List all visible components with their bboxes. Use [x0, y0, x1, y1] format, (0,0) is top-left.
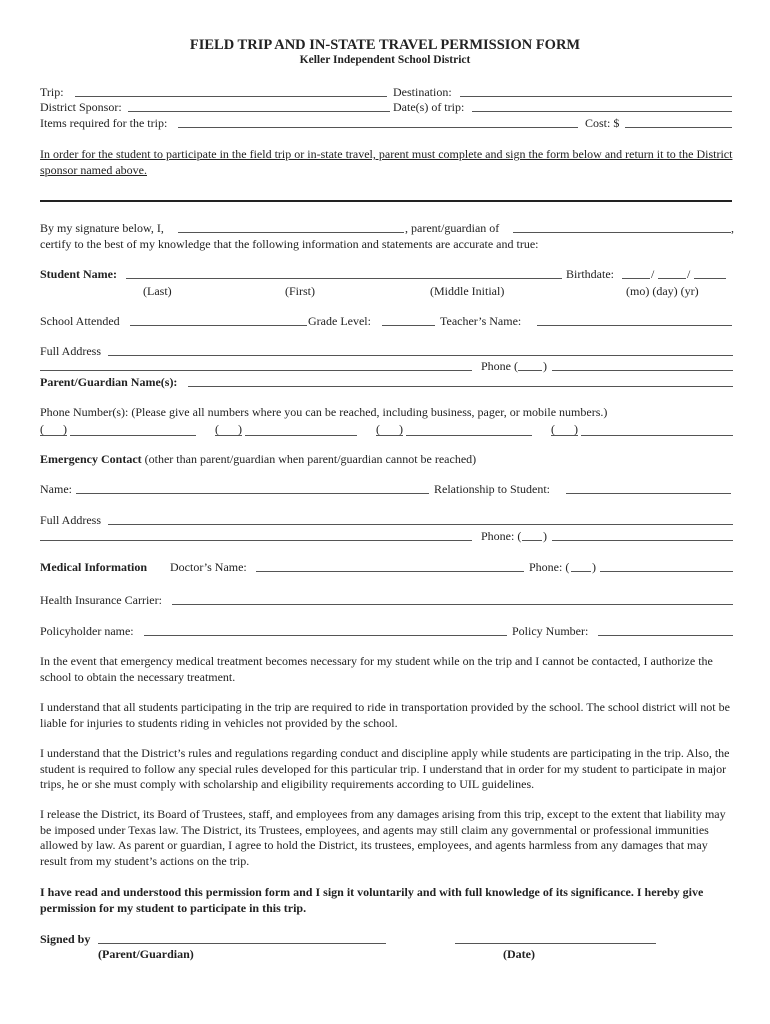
emergency-phone-area-input[interactable]	[522, 540, 542, 541]
items-required-input[interactable]	[178, 127, 578, 128]
insurance-carrier-input[interactable]	[172, 604, 733, 605]
doctor-phone-close: )	[592, 560, 596, 574]
acknowledgement-text: I have read and understood this permission form and I sign it voluntarily and with full knowledge of its significance. I hereby give permission for my student to participate in this trip.	[40, 885, 704, 915]
grade-level-label: Grade Level:	[308, 314, 371, 328]
policyholder-name-input[interactable]	[144, 635, 507, 636]
student-address-line2-input[interactable]	[40, 370, 472, 371]
doctor-phone-input[interactable]	[600, 571, 733, 572]
emergency-phone-close: )	[543, 529, 547, 543]
emergency-heading-note: (other than parent/guardian when parent/guardian cannot be reached)	[144, 452, 477, 466]
policy-number-input[interactable]	[598, 635, 733, 636]
phone3-input[interactable]	[406, 435, 532, 436]
emergency-phone-input[interactable]	[552, 540, 733, 541]
date-parts-caption: (mo) (day) (yr)	[626, 284, 699, 298]
phone1-input[interactable]	[70, 435, 196, 436]
medical-authorization-text: In the event that emergency medical treatment becomes necessary for my student while on the trip and I cannot be contacted, I authorize the school to obtain the necessary treatment.	[40, 654, 713, 684]
doctor-name-input[interactable]	[256, 571, 524, 572]
district-sponsor-input[interactable]	[128, 111, 390, 112]
student-phone-close: )	[543, 359, 547, 373]
destination-label: Destination:	[393, 85, 452, 99]
emergency-contact-heading	[40, 453, 476, 465]
comma-text: ,	[731, 221, 734, 235]
phone2-close: )	[238, 422, 242, 436]
birthdate-label: Birthdate:	[566, 267, 614, 281]
insurance-carrier-label: Health Insurance Carrier:	[40, 593, 162, 607]
phone1-close: )	[63, 422, 67, 436]
parent-name-input[interactable]	[178, 232, 404, 233]
student-name-label: Student Name:	[40, 267, 117, 281]
certify-text: certify to the best of my knowledge that the following information and statements are accurate and true:	[40, 237, 539, 251]
first-name-caption: (First)	[285, 284, 315, 298]
birth-day-input[interactable]	[658, 278, 686, 279]
student-address-input[interactable]	[108, 355, 733, 356]
parent-guardian-names-label: Parent/Guardian Name(s):	[40, 375, 178, 389]
emergency-address-line2-input[interactable]	[40, 540, 472, 541]
emergency-name-input[interactable]	[76, 493, 429, 494]
student-name-input[interactable]	[126, 278, 562, 279]
phone2-open: (	[215, 422, 219, 436]
phone4-open: (	[551, 422, 555, 436]
birth-year-input[interactable]	[694, 278, 726, 279]
medical-information-heading: Medical Information	[40, 560, 147, 574]
teacher-name-input[interactable]	[537, 325, 732, 326]
birth-month-input[interactable]	[622, 278, 650, 279]
phone2-input[interactable]	[245, 435, 357, 436]
emergency-heading-text: Emergency Contact	[40, 452, 142, 466]
birthdate-slash: /	[651, 267, 655, 281]
dates-of-trip-input[interactable]	[472, 111, 732, 112]
dates-of-trip-label: Date(s) of trip:	[393, 100, 465, 114]
emergency-address-label: Full Address	[40, 513, 102, 527]
doctor-name-label: Doctor’s Name:	[170, 560, 247, 574]
relationship-input[interactable]	[566, 493, 731, 494]
emergency-name-label: Name:	[40, 482, 72, 496]
phone3-open: (	[376, 422, 380, 436]
student-phone-area-input[interactable]	[518, 370, 542, 371]
student-address-label: Full Address	[40, 344, 102, 358]
district-sponsor-label: District Sponsor:	[40, 100, 122, 114]
signed-by-label: Signed by	[40, 932, 91, 946]
destination-input[interactable]	[460, 96, 732, 97]
parent-guardian-caption: (Parent/Guardian)	[98, 947, 194, 961]
phone3-close: )	[399, 422, 403, 436]
student-of-input[interactable]	[513, 232, 731, 233]
grade-level-input[interactable]	[382, 325, 435, 326]
district-name: Keller Independent School District	[299, 54, 471, 66]
school-attended-input[interactable]	[130, 325, 307, 326]
form-title: FIELD TRIP AND IN-STATE TRAVEL PERMISSION FORM	[189, 37, 581, 53]
student-phone-input[interactable]	[552, 370, 733, 371]
parent-signature-input[interactable]	[98, 943, 386, 944]
doctor-phone-area-input[interactable]	[571, 571, 591, 572]
teacher-name-label: Teacher’s Name:	[440, 314, 522, 328]
phone-numbers-label: Phone Number(s): (Please give all numbers where you can be reached, including business, pager, or mobile numbers.)	[40, 405, 608, 419]
relationship-label: Relationship to Student:	[434, 482, 550, 496]
cost-input[interactable]	[625, 127, 732, 128]
phone1-open: (	[40, 422, 44, 436]
cost-label: Cost: $	[585, 116, 620, 130]
items-required-label: Items required for the trip:	[40, 116, 168, 130]
parent-guardian-names-input[interactable]	[188, 386, 733, 387]
last-name-caption: (Last)	[143, 284, 172, 298]
middle-initial-caption: (Middle Initial)	[430, 284, 505, 298]
trip-input[interactable]	[75, 96, 387, 97]
phone4-close: )	[574, 422, 578, 436]
birthdate-slash: /	[687, 267, 691, 281]
emergency-address-input[interactable]	[108, 524, 733, 525]
by-signature-text: By my signature below, I,	[40, 221, 164, 235]
doctor-phone-label: Phone: (	[529, 560, 570, 574]
transportation-text: I understand that all students participating in the trip are required to ride in transportation provided by the school. The school district will not be liable for injuries to students riding in vehicles not provided by the school.	[40, 700, 730, 730]
school-attended-label: School Attended	[40, 314, 120, 328]
date-caption: (Date)	[503, 947, 535, 961]
policyholder-name-label: Policyholder name:	[40, 624, 134, 638]
parent-guardian-of-text: , parent/guardian of	[405, 221, 500, 235]
signature-date-input[interactable]	[455, 943, 656, 944]
emergency-phone-label: Phone: (	[481, 529, 522, 543]
student-phone-label: Phone (	[481, 359, 518, 373]
release-liability-text: I release the District, its Board of Trustees, staff, and employees from any damages arising from this trip, except to the extent that liability may be imposed under Texas law. The District, its Trustees, employees, and agents may still claim any governmental or professional immunities allowed by law. As parent or guardian, I agree to hold the District, its trustees, employees, and agents harmless from any damages that may result from my student’s actions on the trip.	[40, 807, 726, 868]
trip-label: Trip:	[40, 85, 64, 99]
section-divider	[40, 200, 732, 202]
policy-number-label: Policy Number:	[512, 624, 589, 638]
conduct-rules-text: I understand that the District’s rules and regulations regarding conduct and discipline apply while students are participating in the trip. Also, the student is required to follow any special rules developed for this particular trip. I understand that in order for my student to participate in major trips, he or she must comply with scholarship and eligibility requirements according to UIL guidelines.	[40, 746, 730, 791]
phone4-input[interactable]	[581, 435, 733, 436]
instruction-text: In order for the student to participate in the field trip or in-state travel, parent must complete and sign the form below and return it to the District sponsor named above.	[40, 147, 733, 177]
